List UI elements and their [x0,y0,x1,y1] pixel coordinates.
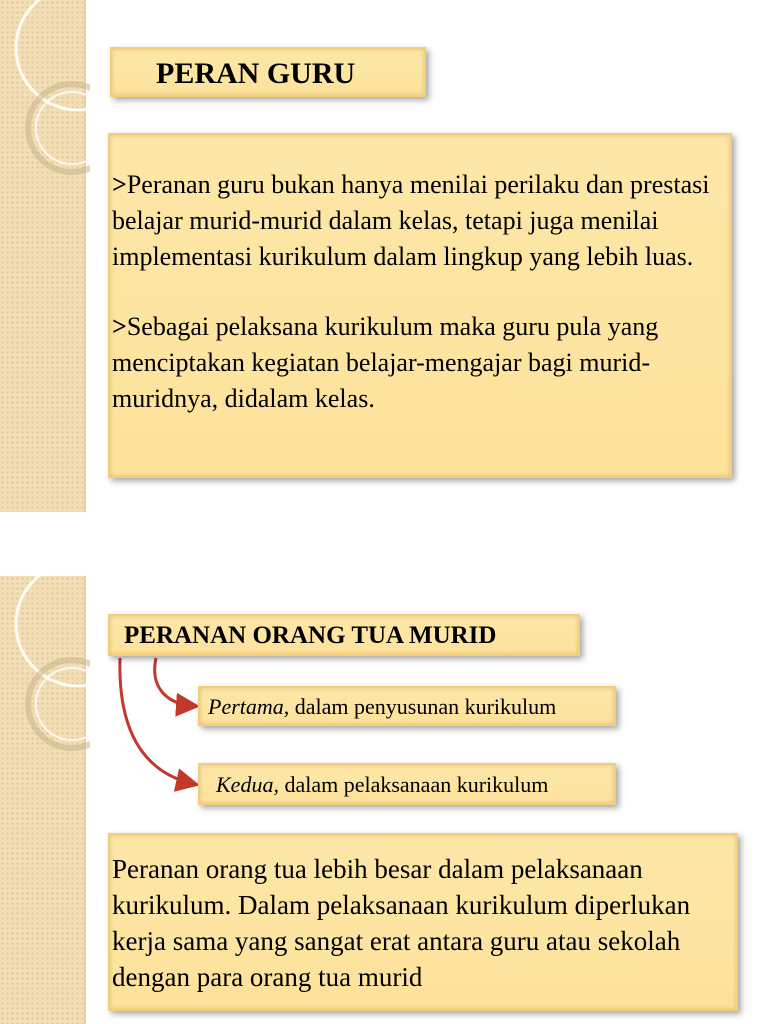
section-title-text: PERANAN ORANG TUA MURID [124,622,497,649]
paragraph-text: Peranan guru bukan hanya menilai perilaku dan prestasi belajar murid-murid dalam kelas, tetapi juga menilai implementasi kurikulum dalam lingkup yang lebih luas. [112,170,710,271]
paragraph-text: Sebagai pelaksana kurikulum maka guru pula yang menciptakan kegiatan belajar-mengajar bagi murid-muridnya, didalam kelas. [112,312,659,413]
paragraph-2 [112,309,726,417]
content-box-peran-guru [108,133,732,478]
content-box-orang-tua [108,833,738,1011]
decorative-rings-icon [0,0,90,220]
bullet-marker: > [112,170,127,199]
bullet-marker: > [112,312,127,341]
item-text: dalam penyusunan kurikulum [289,694,557,719]
connector-arrows [0,576,220,816]
section-title [108,614,580,656]
title-text: PERAN GURU [156,57,356,90]
item-lead: Kedua, [216,772,279,797]
paragraph-1 [112,167,726,275]
item-text: dalam pelaksanaan kurikulum [278,772,549,797]
slide-title [110,47,426,97]
list-item-pertama [198,686,616,726]
arrow-to-item-2-icon [120,658,194,784]
arrow-to-item-1-icon [155,658,194,706]
list-item-kedua [198,763,616,805]
item-lead: Pertama, [208,694,290,719]
paragraph-text: Peranan orang tua lebih besar dalam pelaksanaan kurikulum. Dalam pelaksanaan kurikulum diperlukan kerja sama yang sangat erat antara guru atau sekolah dengan para orang tua murid [112,854,691,992]
